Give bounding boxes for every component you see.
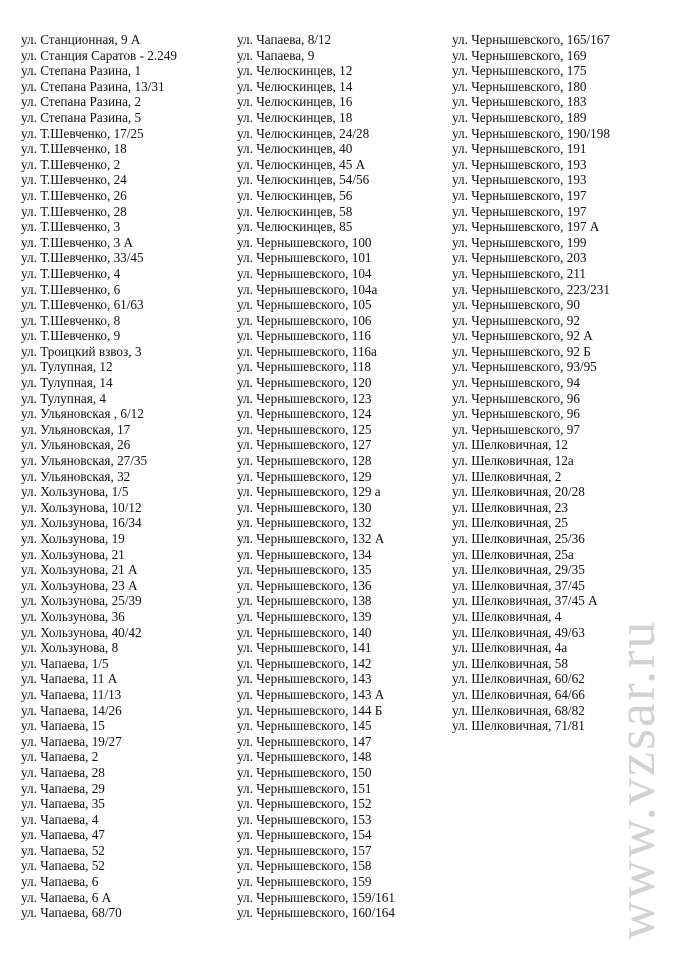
address-entry: ул. Чернышевского, 158 <box>237 858 372 874</box>
address-entry: ул. Чернышевского, 124 <box>237 406 372 422</box>
address-column-3 <box>452 32 610 734</box>
address-entry: ул. Чернышевского, 116 <box>237 328 372 344</box>
address-entry: ул. Челюскинцев, 58 <box>237 203 353 219</box>
address-entry: ул. Чернышевского, 96 <box>452 390 580 406</box>
address-entry: ул. Хользунова, 21 <box>21 546 125 562</box>
address-entry: ул. Чернышевского, 93/95 <box>452 359 597 375</box>
address-entry: ул. Чернышевского, 134 <box>237 546 372 562</box>
address-entry: ул. Чернышевского, 104 <box>237 265 372 281</box>
address-entry: ул. Чапаева, 4 <box>21 811 99 827</box>
address-entry: ул. Чернышевского, 143 <box>237 671 372 687</box>
address-entry: ул. Чапаева, 52 <box>21 858 105 874</box>
address-entry: ул. Т.Шевченко, 3 <box>21 219 121 235</box>
address-entry: ул. Шелковичная, 71/81 <box>452 718 585 734</box>
address-entry: ул. Шелковичная, 49/63 <box>452 624 585 640</box>
address-entry: ул. Чернышевского, 150 <box>237 764 372 780</box>
address-entry: ул. Станция Саратов - 2.249 <box>21 47 177 63</box>
address-entry: ул. Шелковичная, 25а <box>452 546 574 562</box>
address-entry: ул. Чернышевского, 138 <box>237 593 372 609</box>
address-entry: ул. Чернышевского, 211 <box>452 265 587 281</box>
address-entry: ул. Шелковичная, 12 <box>452 437 568 453</box>
address-entry: ул. Челюскинцев, 85 <box>237 219 353 235</box>
address-entry: ул. Чернышевского, 190/198 <box>452 125 610 141</box>
address-entry: ул. Шелковичная, 4 <box>452 608 562 624</box>
address-entry: ул. Т.Шевченко, 28 <box>21 203 127 219</box>
address-entry: ул. Шелковичная, 20/28 <box>452 484 585 500</box>
address-entry: ул. Чапаева, 29 <box>21 780 105 796</box>
address-entry: ул. Т.Шевченко, 9 <box>21 328 121 344</box>
address-entry: ул. Тулупная, 14 <box>21 375 113 391</box>
address-entry: ул. Хользунова, 10/12 <box>21 499 142 515</box>
address-entry: ул. Чернышевского, 165/167 <box>452 32 610 47</box>
address-entry: ул. Чапаева, 19/27 <box>21 733 122 749</box>
address-entry: ул. Т.Шевченко, 33/45 <box>21 250 144 266</box>
address-entry: ул. Чернышевского, 144 Б <box>237 702 383 718</box>
address-entry: ул. Шелковичная, 58 <box>452 655 568 671</box>
address-entry: ул. Т.Шевченко, 18 <box>21 141 127 157</box>
address-entry: ул. Шелковичная, 12а <box>452 453 574 469</box>
address-entry: ул. Чернышевского, 191 <box>452 141 587 157</box>
address-entry: ул. Станционная, 9 А <box>21 32 141 47</box>
address-entry: ул. Т.Шевченко, 17/25 <box>21 125 144 141</box>
address-entry: ул. Хользунова, 19 <box>21 531 125 546</box>
address-entry: ул. Чернышевского, 153 <box>237 811 372 827</box>
address-entry: ул. Хользунова, 1/5 <box>21 484 129 500</box>
address-entry: ул. Хользунова, 8 <box>21 640 119 656</box>
address-entry: ул. Шелковичная, 25/36 <box>452 531 585 546</box>
address-entry: ул. Шелковичная, 37/45 <box>452 577 585 593</box>
address-entry: ул. Шелковичная, 29/35 <box>452 562 585 578</box>
address-entry: ул. Т.Шевченко, 61/63 <box>21 297 144 313</box>
address-entry: ул. Чапаева, 68/70 <box>21 905 122 921</box>
address-entry: ул. Степана Разина, 2 <box>21 94 142 110</box>
address-entry: ул. Ульяновская, 32 <box>21 468 131 484</box>
address-entry: ул. Челюскинцев, 18 <box>237 109 353 125</box>
address-entry: ул. Хользунова, 21 А <box>21 562 138 578</box>
address-entry: ул. Чернышевского, 193 <box>452 172 587 188</box>
address-entry: ул. Чапаева, 2 <box>21 749 99 765</box>
address-entry: ул. Челюскинцев, 56 <box>237 187 353 203</box>
address-entry: ул. Чернышевского, 129 <box>237 468 372 484</box>
address-entry: ул. Шелковичная, 2 <box>452 468 562 484</box>
address-entry: ул. Чапаева, 11 А <box>21 671 118 687</box>
address-entry: ул. Чернышевского, 197 <box>452 187 587 203</box>
address-entry: ул. Челюскинцев, 40 <box>237 141 353 157</box>
address-entry: ул. Чапаева, 8/12 <box>237 32 332 47</box>
address-entry: ул. Степана Разина, 5 <box>21 109 142 125</box>
address-entry: ул. Ульяновская, 17 <box>21 421 131 437</box>
address-entry: ул. Челюскинцев, 54/56 <box>237 172 370 188</box>
address-entry: ул. Чернышевского, 128 <box>237 453 372 469</box>
address-entry: ул. Троицкий взвоз, 3 <box>21 343 142 359</box>
address-entry: ул. Чернышевского, 92 <box>452 312 580 328</box>
address-entry: ул. Чапаева, 6 А <box>21 889 112 905</box>
address-entry: ул. Шелковичная, 37/45 А <box>452 593 598 609</box>
address-entry: ул. Степана Разина, 13/31 <box>21 78 165 94</box>
address-entry: ул. Хользунова, 16/34 <box>21 515 142 531</box>
address-entry: ул. Чернышевского, 148 <box>237 749 372 765</box>
address-entry: ул. Чернышевского, 101 <box>237 250 372 266</box>
address-entry: ул. Чернышевского, 203 <box>452 250 587 266</box>
address-entry: ул. Чернышевского, 132 <box>237 515 372 531</box>
address-entry: ул. Чапаева, 11/13 <box>21 686 122 702</box>
address-entry: ул. Чернышевского, 175 <box>452 63 587 79</box>
address-entry: ул. Чернышевского, 116а <box>237 343 377 359</box>
site-watermark: www.vzsar.ru <box>606 619 666 940</box>
address-entry: ул. Чапаева, 47 <box>21 827 105 843</box>
address-entry: ул. Чернышевского, 92 А <box>452 328 593 344</box>
address-entry: ул. Чернышевского, 159 <box>237 874 372 890</box>
address-entry: ул. Чернышевского, 92 Б <box>452 343 591 359</box>
address-entry: ул. Чернышевского, 189 <box>452 109 587 125</box>
address-entry: ул. Чернышевского, 183 <box>452 94 587 110</box>
address-entry: ул. Чернышевского, 180 <box>452 78 587 94</box>
address-entry: ул. Чернышевского, 151 <box>237 780 372 796</box>
address-entry: ул. Чапаева, 9 <box>237 47 315 63</box>
address-entry: ул. Чернышевского, 154 <box>237 827 372 843</box>
address-entry: ул. Челюскинцев, 45 А <box>237 156 366 172</box>
address-entry: ул. Чернышевского, 169 <box>452 47 587 63</box>
address-entry: ул. Чапаева, 15 <box>21 718 105 734</box>
address-entry: ул. Чернышевского, 136 <box>237 577 372 593</box>
address-entry: ул. Чернышевского, 118 <box>237 359 372 375</box>
address-entry: ул. Шелковичная, 68/82 <box>452 702 585 718</box>
address-entry: ул. Чернышевского, 123 <box>237 390 372 406</box>
address-entry: ул. Шелковичная, 64/66 <box>452 686 585 702</box>
address-entry: ул. Чапаева, 52 <box>21 842 105 858</box>
address-entry: ул. Челюскинцев, 12 <box>237 63 353 79</box>
address-entry: ул. Чернышевского, 193 <box>452 156 587 172</box>
address-column-2 <box>237 32 395 921</box>
address-entry: ул. Чернышевского, 160/164 <box>237 905 395 921</box>
address-entry: ул. Чернышевского, 157 <box>237 842 372 858</box>
address-entry: ул. Чернышевского, 94 <box>452 375 580 391</box>
address-entry: ул. Чернышевского, 125 <box>237 421 372 437</box>
address-entry: ул. Чернышевского, 197 <box>452 203 587 219</box>
address-entry: ул. Хользунова, 25/39 <box>21 593 142 609</box>
address-entry: ул. Хользунова, 36 <box>21 608 125 624</box>
address-entry: ул. Чернышевского, 100 <box>237 234 372 250</box>
address-entry: ул. Шелковичная, 4а <box>452 640 568 656</box>
address-entry: ул. Чернышевского, 96 <box>452 406 580 422</box>
address-entry: ул. Шелковичная, 60/62 <box>452 671 585 687</box>
address-entry: ул. Челюскинцев, 24/28 <box>237 125 370 141</box>
address-entry: ул. Чернышевского, 152 <box>237 796 372 812</box>
address-entry: ул. Чернышевского, 147 <box>237 733 372 749</box>
address-entry: ул. Чернышевского, 145 <box>237 718 372 734</box>
address-entry: ул. Степана Разина, 1 <box>21 63 142 79</box>
address-entry: ул. Чернышевского, 140 <box>237 624 372 640</box>
address-entry: ул. Чернышевского, 197 А <box>452 219 600 235</box>
address-entry: ул. Шелковичная, 23 <box>452 499 568 515</box>
address-entry: ул. Т.Шевченко, 3 А <box>21 234 133 250</box>
address-entry: ул. Чернышевского, 120 <box>237 375 372 391</box>
address-entry: ул. Т.Шевченко, 8 <box>21 312 121 328</box>
address-entry: ул. Чернышевского, 143 А <box>237 686 385 702</box>
address-entry: ул. Ульяновская, 27/35 <box>21 453 148 469</box>
address-entry: ул. Чапаева, 35 <box>21 796 105 812</box>
address-entry: ул. Т.Шевченко, 6 <box>21 281 121 297</box>
address-entry: ул. Тулупная, 4 <box>21 390 106 406</box>
address-entry: ул. Хользунова, 40/42 <box>21 624 142 640</box>
address-entry: ул. Чернышевского, 141 <box>237 640 372 656</box>
address-entry: ул. Чернышевского, 159/161 <box>237 889 395 905</box>
address-entry: ул. Чернышевского, 129 а <box>237 484 381 500</box>
address-entry: ул. Чернышевского, 139 <box>237 608 372 624</box>
address-entry: ул. Чапаева, 14/26 <box>21 702 122 718</box>
address-entry: ул. Чернышевского, 142 <box>237 655 372 671</box>
address-entry: ул. Чернышевского, 90 <box>452 297 580 313</box>
address-entry: ул. Чернышевского, 97 <box>452 421 580 437</box>
address-entry: ул. Чапаева, 28 <box>21 764 105 780</box>
address-entry: ул. Чернышевского, 105 <box>237 297 372 313</box>
address-entry: ул. Чернышевского, 223/231 <box>452 281 610 297</box>
address-entry: ул. Ульяновская , 6/12 <box>21 406 144 422</box>
address-entry: ул. Тулупная, 12 <box>21 359 113 375</box>
address-entry: ул. Чернышевского, 104а <box>237 281 378 297</box>
address-entry: ул. Ульяновская, 26 <box>21 437 131 453</box>
address-entry: ул. Челюскинцев, 16 <box>237 94 353 110</box>
address-entry: ул. Чапаева, 6 <box>21 874 99 890</box>
address-entry: ул. Т.Шевченко, 24 <box>21 172 127 188</box>
address-entry: ул. Хользунова, 23 А <box>21 577 138 593</box>
address-entry: ул. Челюскинцев, 14 <box>237 78 353 94</box>
address-entry: ул. Т.Шевченко, 26 <box>21 187 127 203</box>
address-entry: ул. Шелковичная, 25 <box>452 515 568 531</box>
address-entry: ул. Чернышевского, 127 <box>237 437 372 453</box>
address-entry: ул. Чернышевского, 132 А <box>237 531 385 546</box>
address-entry: ул. Чернышевского, 135 <box>237 562 372 578</box>
address-entry: ул. Т.Шевченко, 4 <box>21 265 121 281</box>
address-column-1 <box>21 32 177 921</box>
address-entry: ул. Т.Шевченко, 2 <box>21 156 121 172</box>
address-entry: ул. Чапаева, 1/5 <box>21 655 109 671</box>
address-entry: ул. Чернышевского, 130 <box>237 499 372 515</box>
address-entry: ул. Чернышевского, 106 <box>237 312 372 328</box>
address-entry: ул. Чернышевского, 199 <box>452 234 587 250</box>
